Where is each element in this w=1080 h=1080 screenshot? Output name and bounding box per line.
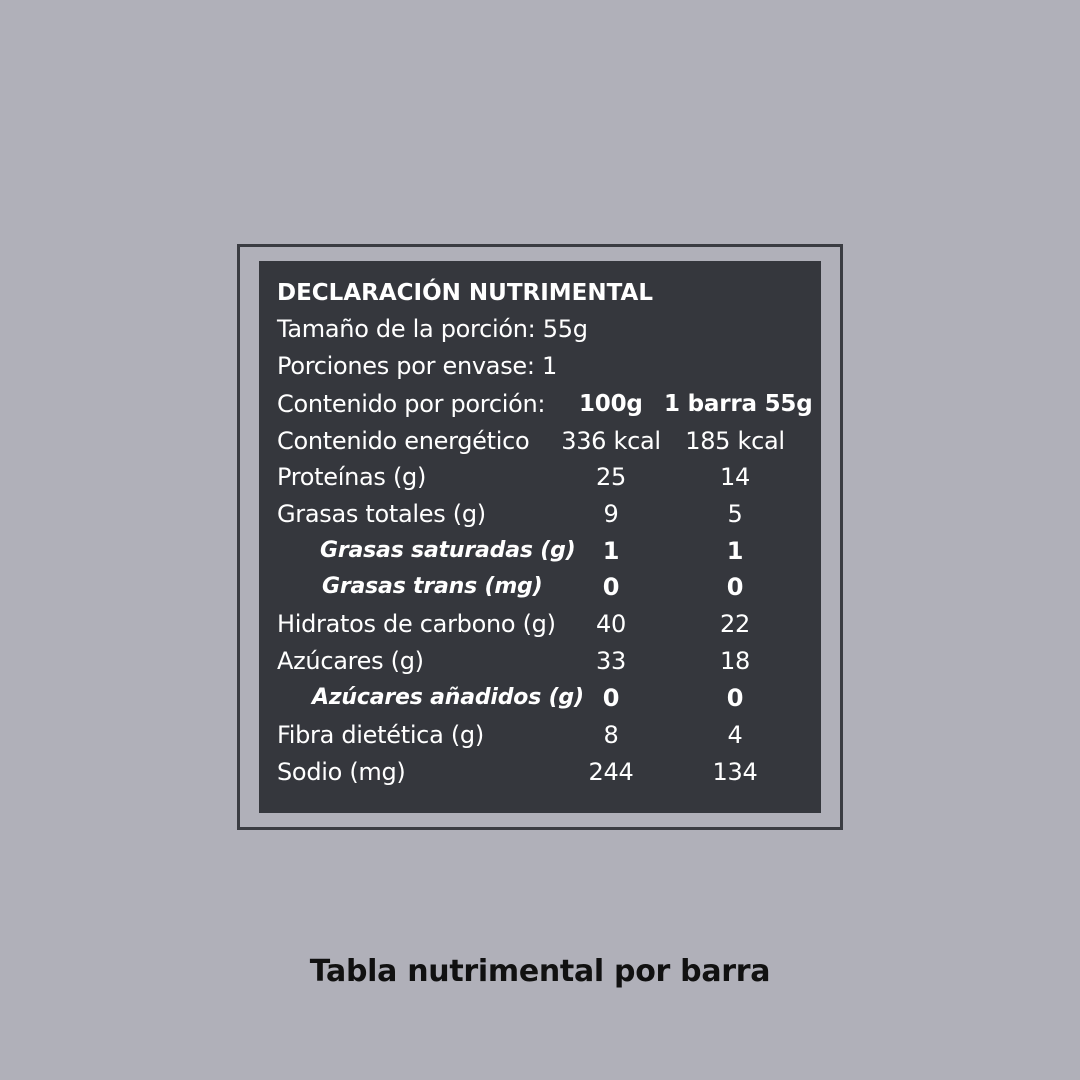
- row-label: Hidratos de carbono (g): [277, 610, 556, 638]
- value-per-100g: 33: [596, 647, 626, 675]
- nutrition-title: DECLARACIÓN NUTRIMENTAL: [277, 280, 653, 306]
- value-per-bar: 22: [720, 610, 750, 638]
- value-per-bar: 0: [726, 573, 744, 601]
- value-per-100g: 0: [602, 573, 620, 601]
- row-label: Sodio (mg): [277, 758, 406, 786]
- row-label: Grasas totales (g): [277, 500, 486, 528]
- column-header-100g: 100g: [579, 391, 643, 417]
- value-per-100g: 9: [603, 500, 619, 528]
- row-label: Grasas saturadas (g): [320, 538, 576, 563]
- value-per-100g: 336 kcal: [561, 427, 661, 455]
- value-per-100g: 1: [602, 537, 620, 565]
- value-per-100g: 40: [596, 610, 626, 638]
- serving-size: Tamaño de la porción: 55g: [277, 315, 588, 343]
- value-per-bar: 0: [726, 684, 744, 712]
- value-per-bar: 1: [726, 537, 744, 565]
- value-per-bar: 4: [727, 721, 743, 749]
- caption: Tabla nutrimental por barra: [309, 954, 771, 989]
- value-per-bar: 5: [727, 500, 743, 528]
- value-per-100g: 25: [596, 463, 626, 491]
- servings-per-container: Porciones por envase: 1: [277, 352, 557, 380]
- content-per-serving-label: Contenido por porción:: [277, 390, 546, 418]
- value-per-bar: 185 kcal: [685, 427, 785, 455]
- column-header-bar: 1 barra 55g: [664, 391, 813, 417]
- value-per-bar: 134: [712, 758, 758, 786]
- row-label: Fibra dietética (g): [277, 721, 484, 749]
- row-label: Azúcares (g): [277, 647, 424, 675]
- value-per-bar: 14: [720, 463, 750, 491]
- value-per-100g: 244: [588, 758, 634, 786]
- row-label: Azúcares añadidos (g): [312, 685, 584, 710]
- row-label: Grasas trans (mg): [322, 574, 543, 599]
- row-label: Proteínas (g): [277, 463, 427, 491]
- value-per-100g: 0: [602, 684, 620, 712]
- row-label: Contenido energético: [277, 427, 530, 455]
- value-per-bar: 18: [720, 647, 750, 675]
- value-per-100g: 8: [603, 721, 619, 749]
